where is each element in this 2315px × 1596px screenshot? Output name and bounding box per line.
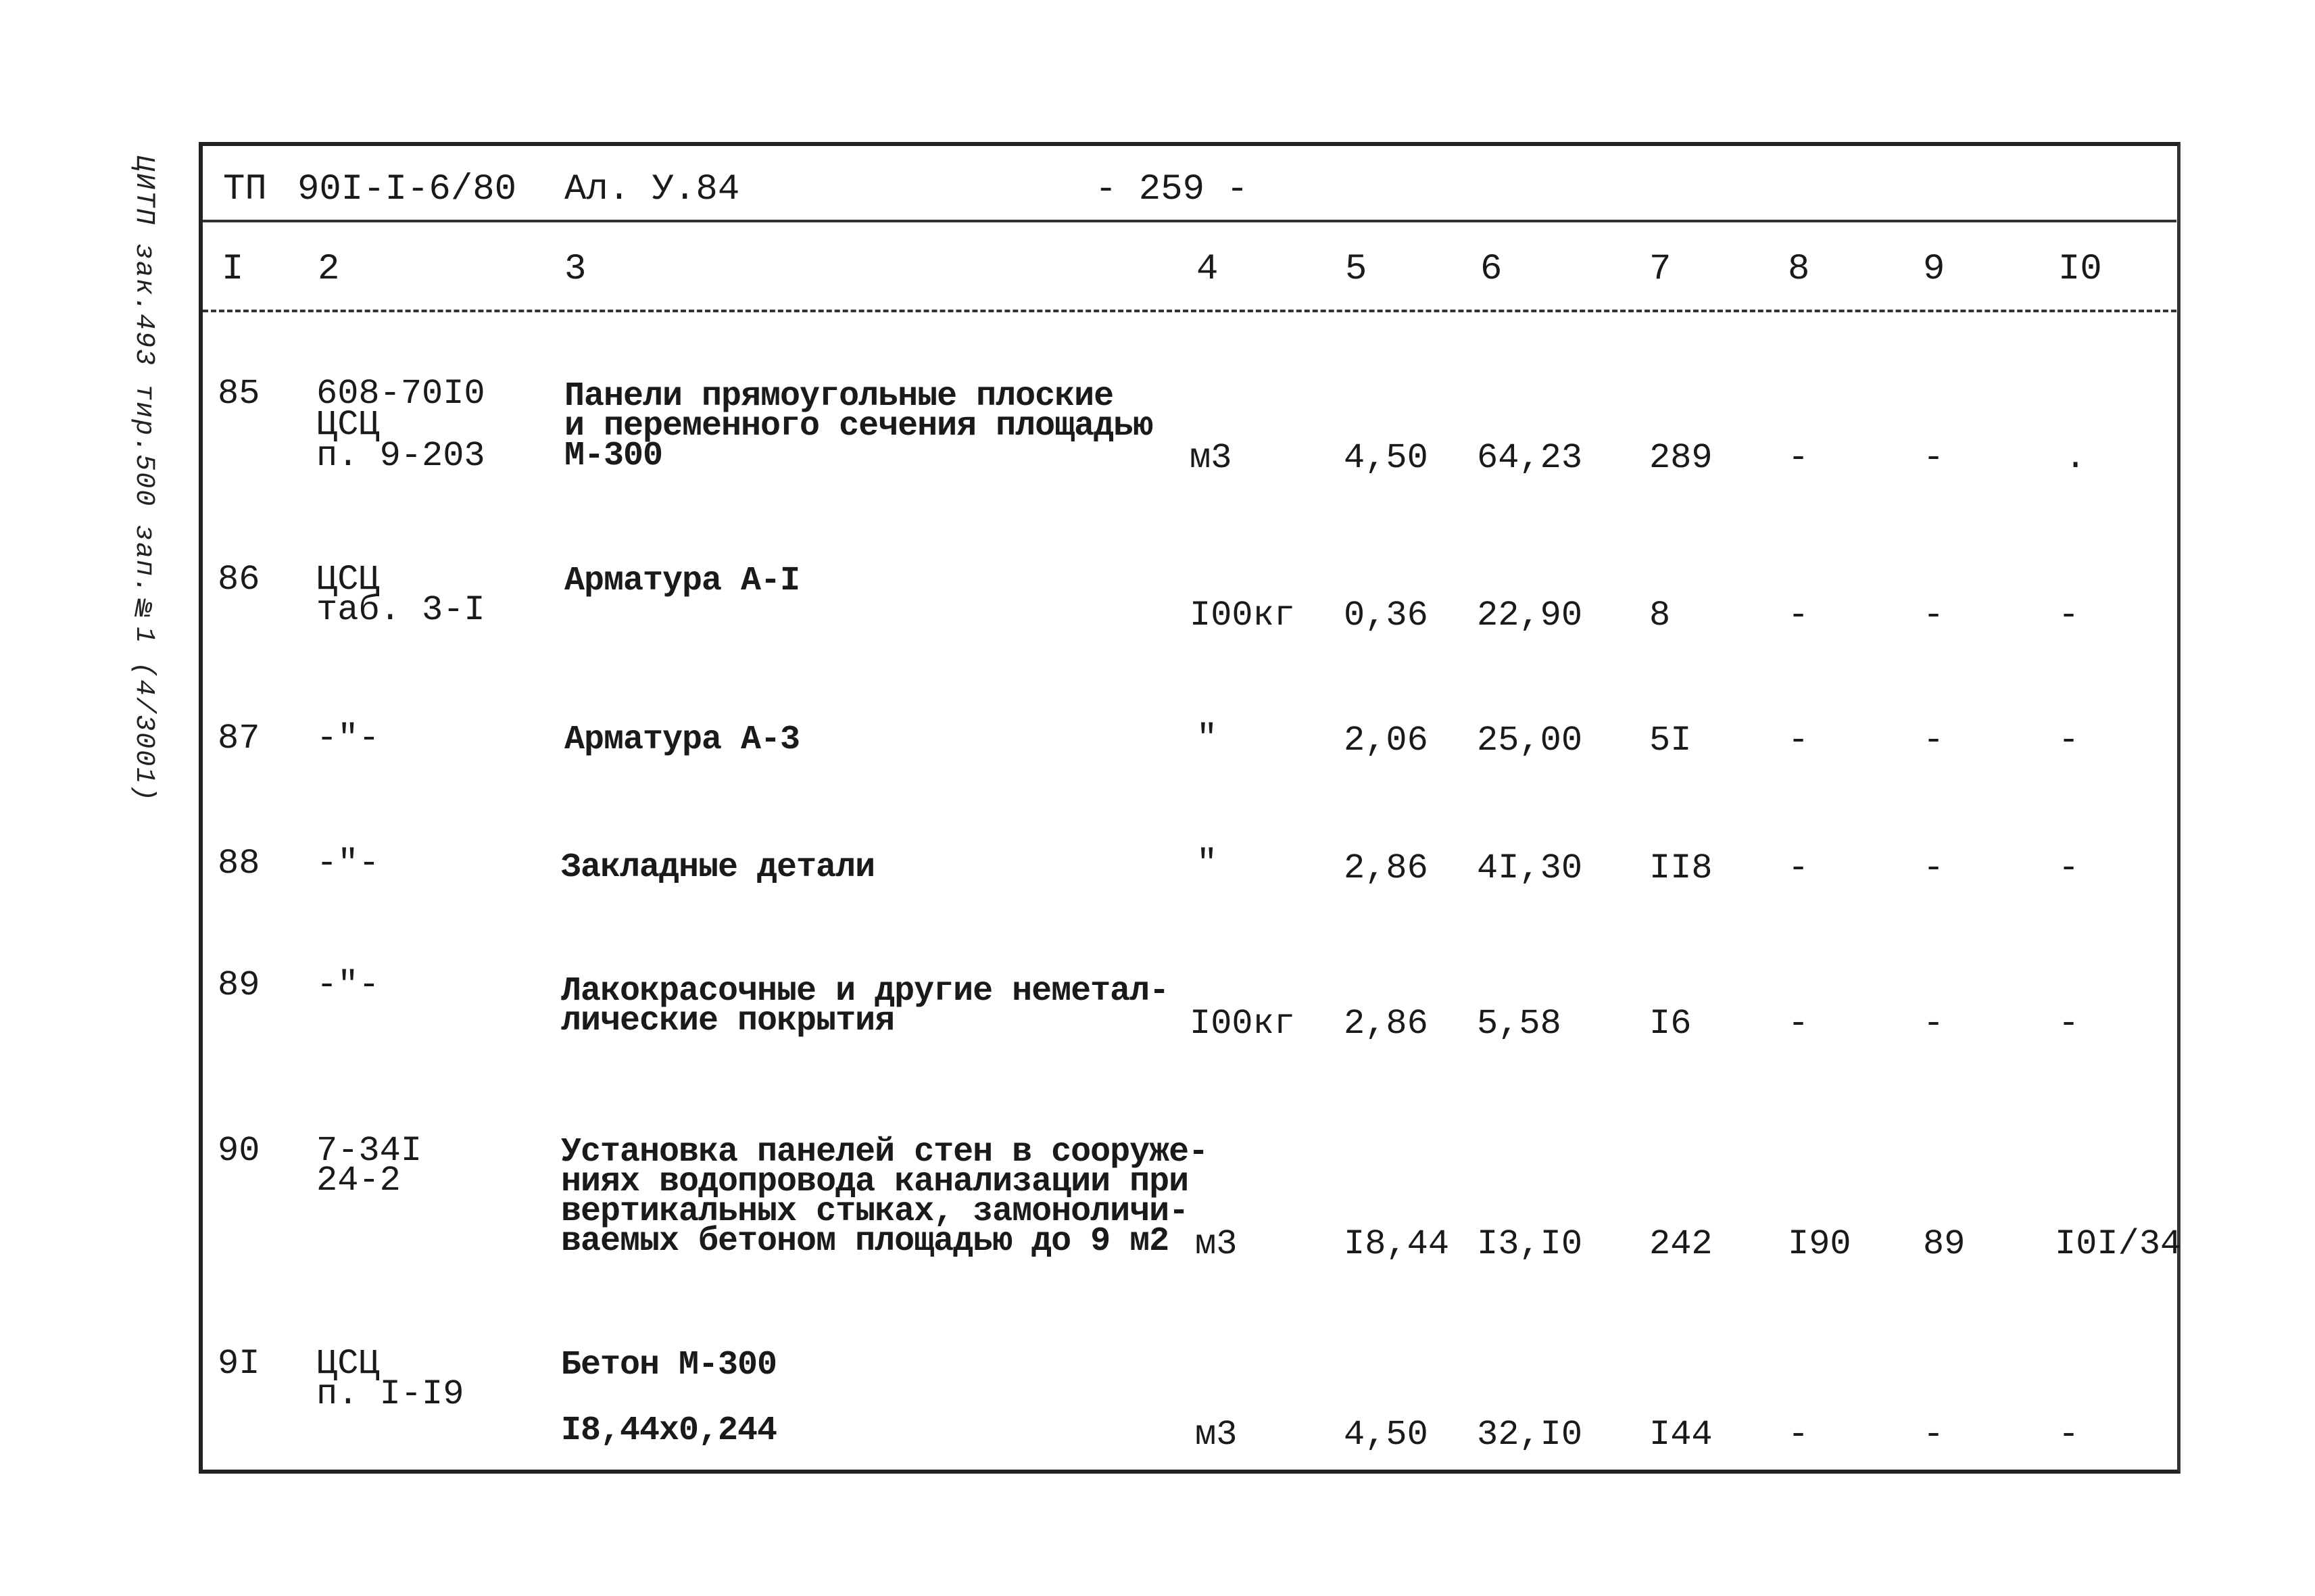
row-col8: - xyxy=(1788,1415,1809,1455)
row-name: Закладные детали xyxy=(561,848,875,887)
row-qty: 2,86 xyxy=(1344,1004,1428,1044)
row-qty: 0,36 xyxy=(1344,596,1428,635)
row-col8: - xyxy=(1788,721,1809,760)
row-code: таб. 3-I xyxy=(316,590,485,630)
row-qty: 2,06 xyxy=(1344,721,1428,760)
row-total: I44 xyxy=(1649,1415,1713,1455)
row-name: ваемых бетоном площадью до 9 м2 xyxy=(561,1222,1169,1261)
col-1-header: I xyxy=(222,249,244,290)
row-qty: 4,50 xyxy=(1344,438,1428,478)
row-name: Лакокрасочные и другие неметал- xyxy=(561,972,1169,1011)
row-code: -"- xyxy=(316,719,380,758)
row-col10: I0I/34 xyxy=(2055,1224,2182,1264)
row-col9: - xyxy=(1923,596,1945,635)
row-price: 22,90 xyxy=(1477,596,1583,635)
row-code: ЦСЦ xyxy=(316,560,380,600)
col-10-header: I0 xyxy=(2058,249,2102,290)
header-project: 90I-I-6/80 xyxy=(297,169,517,210)
row-number: 90 xyxy=(218,1131,260,1171)
row-name: I8,44х0,244 xyxy=(561,1411,777,1450)
row-col10: - xyxy=(2058,1415,2080,1455)
row-col8: - xyxy=(1788,596,1809,635)
row-total: 242 xyxy=(1649,1224,1713,1264)
row-total: I6 xyxy=(1649,1004,1692,1044)
row-col10: - xyxy=(2058,721,2080,760)
col-3-header: 3 xyxy=(564,249,587,290)
row-name: Арматура А-I xyxy=(564,562,800,600)
header-rule xyxy=(203,220,2176,222)
row-col10: - xyxy=(2058,848,2080,888)
col-5-header: 5 xyxy=(1345,249,1367,290)
row-price: I3,I0 xyxy=(1477,1224,1583,1264)
row-name: Установка панелей стен в сооруже- xyxy=(561,1133,1209,1171)
row-unit: I00кг xyxy=(1190,1004,1296,1044)
row-code: -"- xyxy=(316,844,380,884)
col-7-header: 7 xyxy=(1649,249,1672,290)
row-total: 5I xyxy=(1649,721,1692,760)
row-col9: - xyxy=(1923,721,1945,760)
row-code: ЦСЦ xyxy=(316,1344,380,1384)
row-col8: - xyxy=(1788,848,1809,888)
row-number: 9I xyxy=(218,1344,260,1384)
row-name: лические покрытия xyxy=(561,1002,895,1040)
row-unit: " xyxy=(1196,844,1218,884)
row-name: ниях водопровода канализации при xyxy=(561,1163,1189,1201)
row-name: Арматура А-3 xyxy=(564,721,800,759)
row-name: М-300 xyxy=(564,437,663,475)
row-unit: " xyxy=(1196,719,1218,758)
col-8-header: 8 xyxy=(1788,249,1810,290)
row-code: 608-70I0 xyxy=(316,374,485,414)
row-col10: - xyxy=(2058,1004,2080,1044)
row-number: 85 xyxy=(218,374,260,414)
row-total: II8 xyxy=(1649,848,1713,888)
row-qty: 2,86 xyxy=(1344,848,1428,888)
row-price: 5,58 xyxy=(1477,1004,1561,1044)
row-col9: - xyxy=(1923,1415,1945,1455)
archive-stamp: ЦИТП зак.493 тир.500 зап.№1 (4/3001) xyxy=(128,155,159,803)
header-album: Ал. У.84 xyxy=(564,169,740,210)
row-col8: I90 xyxy=(1788,1224,1851,1264)
page-number: - 259 - xyxy=(1095,169,1248,210)
col-6-header: 6 xyxy=(1480,249,1503,290)
row-code: п. 9-203 xyxy=(316,436,485,476)
row-name: и переменного сечения площадью xyxy=(564,407,1153,445)
row-price: 25,00 xyxy=(1477,721,1583,760)
row-number: 87 xyxy=(218,719,260,758)
row-code: 7-34I xyxy=(316,1131,422,1171)
row-col8: - xyxy=(1788,1004,1809,1044)
row-name: Панели прямоугольные плоские xyxy=(564,377,1114,416)
row-name: Бетон М-300 xyxy=(561,1346,777,1384)
row-unit: м3 xyxy=(1190,438,1232,478)
row-number: 89 xyxy=(218,965,260,1005)
row-qty: I8,44 xyxy=(1344,1224,1450,1264)
row-unit: м3 xyxy=(1195,1224,1238,1264)
col-4-header: 4 xyxy=(1196,249,1219,290)
row-code: 24-2 xyxy=(316,1161,401,1201)
column-header-rule xyxy=(203,310,2176,312)
row-price: 4I,30 xyxy=(1477,848,1583,888)
row-col9: - xyxy=(1923,848,1945,888)
row-number: 86 xyxy=(218,560,260,600)
row-unit: I00кг xyxy=(1190,596,1296,635)
col-9-header: 9 xyxy=(1923,249,1945,290)
row-qty: 4,50 xyxy=(1344,1415,1428,1455)
row-code: п. I-I9 xyxy=(316,1374,464,1414)
row-code: ЦСЦ xyxy=(316,405,380,445)
row-number: 88 xyxy=(218,844,260,884)
row-col10: . xyxy=(2065,438,2087,478)
row-total: 8 xyxy=(1649,596,1671,635)
col-2-header: 2 xyxy=(318,249,340,290)
row-col9: 89 xyxy=(1923,1224,1966,1264)
header-series: ТП xyxy=(223,169,267,210)
row-col9: - xyxy=(1923,1004,1945,1044)
row-col8: - xyxy=(1788,438,1809,478)
row-col9: - xyxy=(1923,438,1945,478)
row-col10: - xyxy=(2058,596,2080,635)
row-code: -"- xyxy=(316,965,380,1005)
row-total: 289 xyxy=(1649,438,1713,478)
row-name: вертикальных стыках, замоноличи- xyxy=(561,1192,1189,1231)
row-price: 64,23 xyxy=(1477,438,1583,478)
document-frame xyxy=(199,142,2180,1474)
row-unit: м3 xyxy=(1195,1415,1238,1455)
row-price: 32,I0 xyxy=(1477,1415,1583,1455)
